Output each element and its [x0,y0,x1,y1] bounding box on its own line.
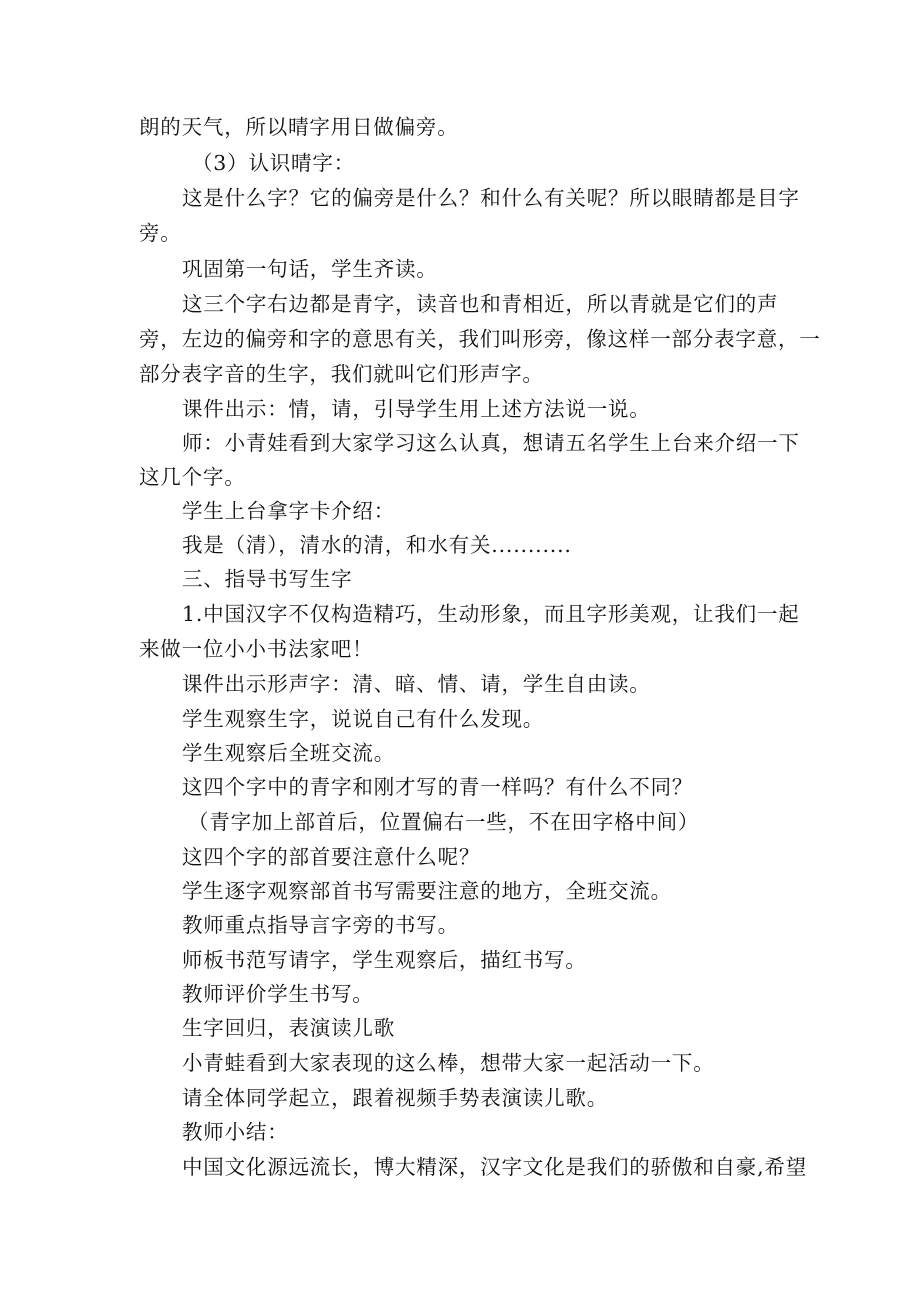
paragraph-line: 1.中国汉字不仅构造精巧，生动形象，而且字形美观，让我们一起 [182,602,800,626]
paragraph-line: 师：小青娃看到大家学习这么认真，想请五名学生上台来介绍一下 [182,431,800,455]
paragraph-line: 教师小结： [182,1120,289,1144]
paragraph-line: 这是什么字？它的偏旁是什么？和什么有关呢？所以眼睛都是目字 [182,186,800,210]
paragraph-line: 旁。 [139,221,182,245]
paragraph-line: 这几个字。 [139,465,246,489]
paragraph-line: 生字回归，表演读儿歌 [182,1016,395,1040]
section-heading: （3）认识晴字： [192,151,355,175]
paragraph-line: 我是（清），清水的清，和水有关........... [182,533,572,557]
paragraph-line: 学生观察生字，说说自己有什么发现。 [182,707,545,731]
paragraph-line: 师板书范写请字，学生观察后，描红书写。 [182,948,587,972]
paragraph-line: 请全体同学起立，跟着视频手势表演读儿歌。 [182,1086,608,1110]
paragraph-line: 这四个字的部首要注意什么呢？ [182,845,481,869]
paragraph-line: 来做一位小小书法家吧！ [139,637,374,661]
paragraph-line: 这四个字中的青字和刚才写的青一样吗？有什么不同？ [182,775,694,799]
paragraph-line: 部分表字音的生字，我们就叫它们形声字。 [139,362,544,386]
section-heading: 三、指导书写生字 [182,567,353,591]
paragraph-line: 小青蛙看到大家表现的这么棒，想带大家一起活动一下。 [182,1051,715,1075]
paragraph-line: 学生逐字观察部首书写需要注意的地方，全班交流。 [182,879,672,903]
paragraph-line: 课件出示：情，请，引导学生用上述方法说一说。 [182,397,651,421]
paragraph-line: 中国文化源远流长，博大精深，汉字文化是我们的骄傲和自豪,希望 [182,1155,808,1179]
paragraph-line: 学生上台拿字卡介绍： [182,499,395,523]
paragraph-line: 课件出示形声字：清、暗、情、请，学生自由读。 [182,672,651,696]
paragraph-line: 教师评价学生书写。 [182,982,374,1006]
paragraph-line: 这三个字右边都是青字，读音也和青相近，所以青就是它们的声 [182,292,779,316]
paragraph-line: 学生观察后全班交流。 [182,741,395,765]
paragraph-line: 巩固第一句话，学生齐读。 [182,257,438,281]
paragraph-line: （青字加上部首后，位置偏右一些，不在田字格中间） [188,810,700,834]
paragraph-line: 旁，左边的偏旁和字的意思有关，我们叫形旁，像这样一部分表字意，一 [139,327,821,351]
paragraph-line: 教师重点指导言字旁的书写。 [182,913,459,937]
paragraph-line: 朗的天气，所以晴字用日做偏旁。 [139,115,459,139]
